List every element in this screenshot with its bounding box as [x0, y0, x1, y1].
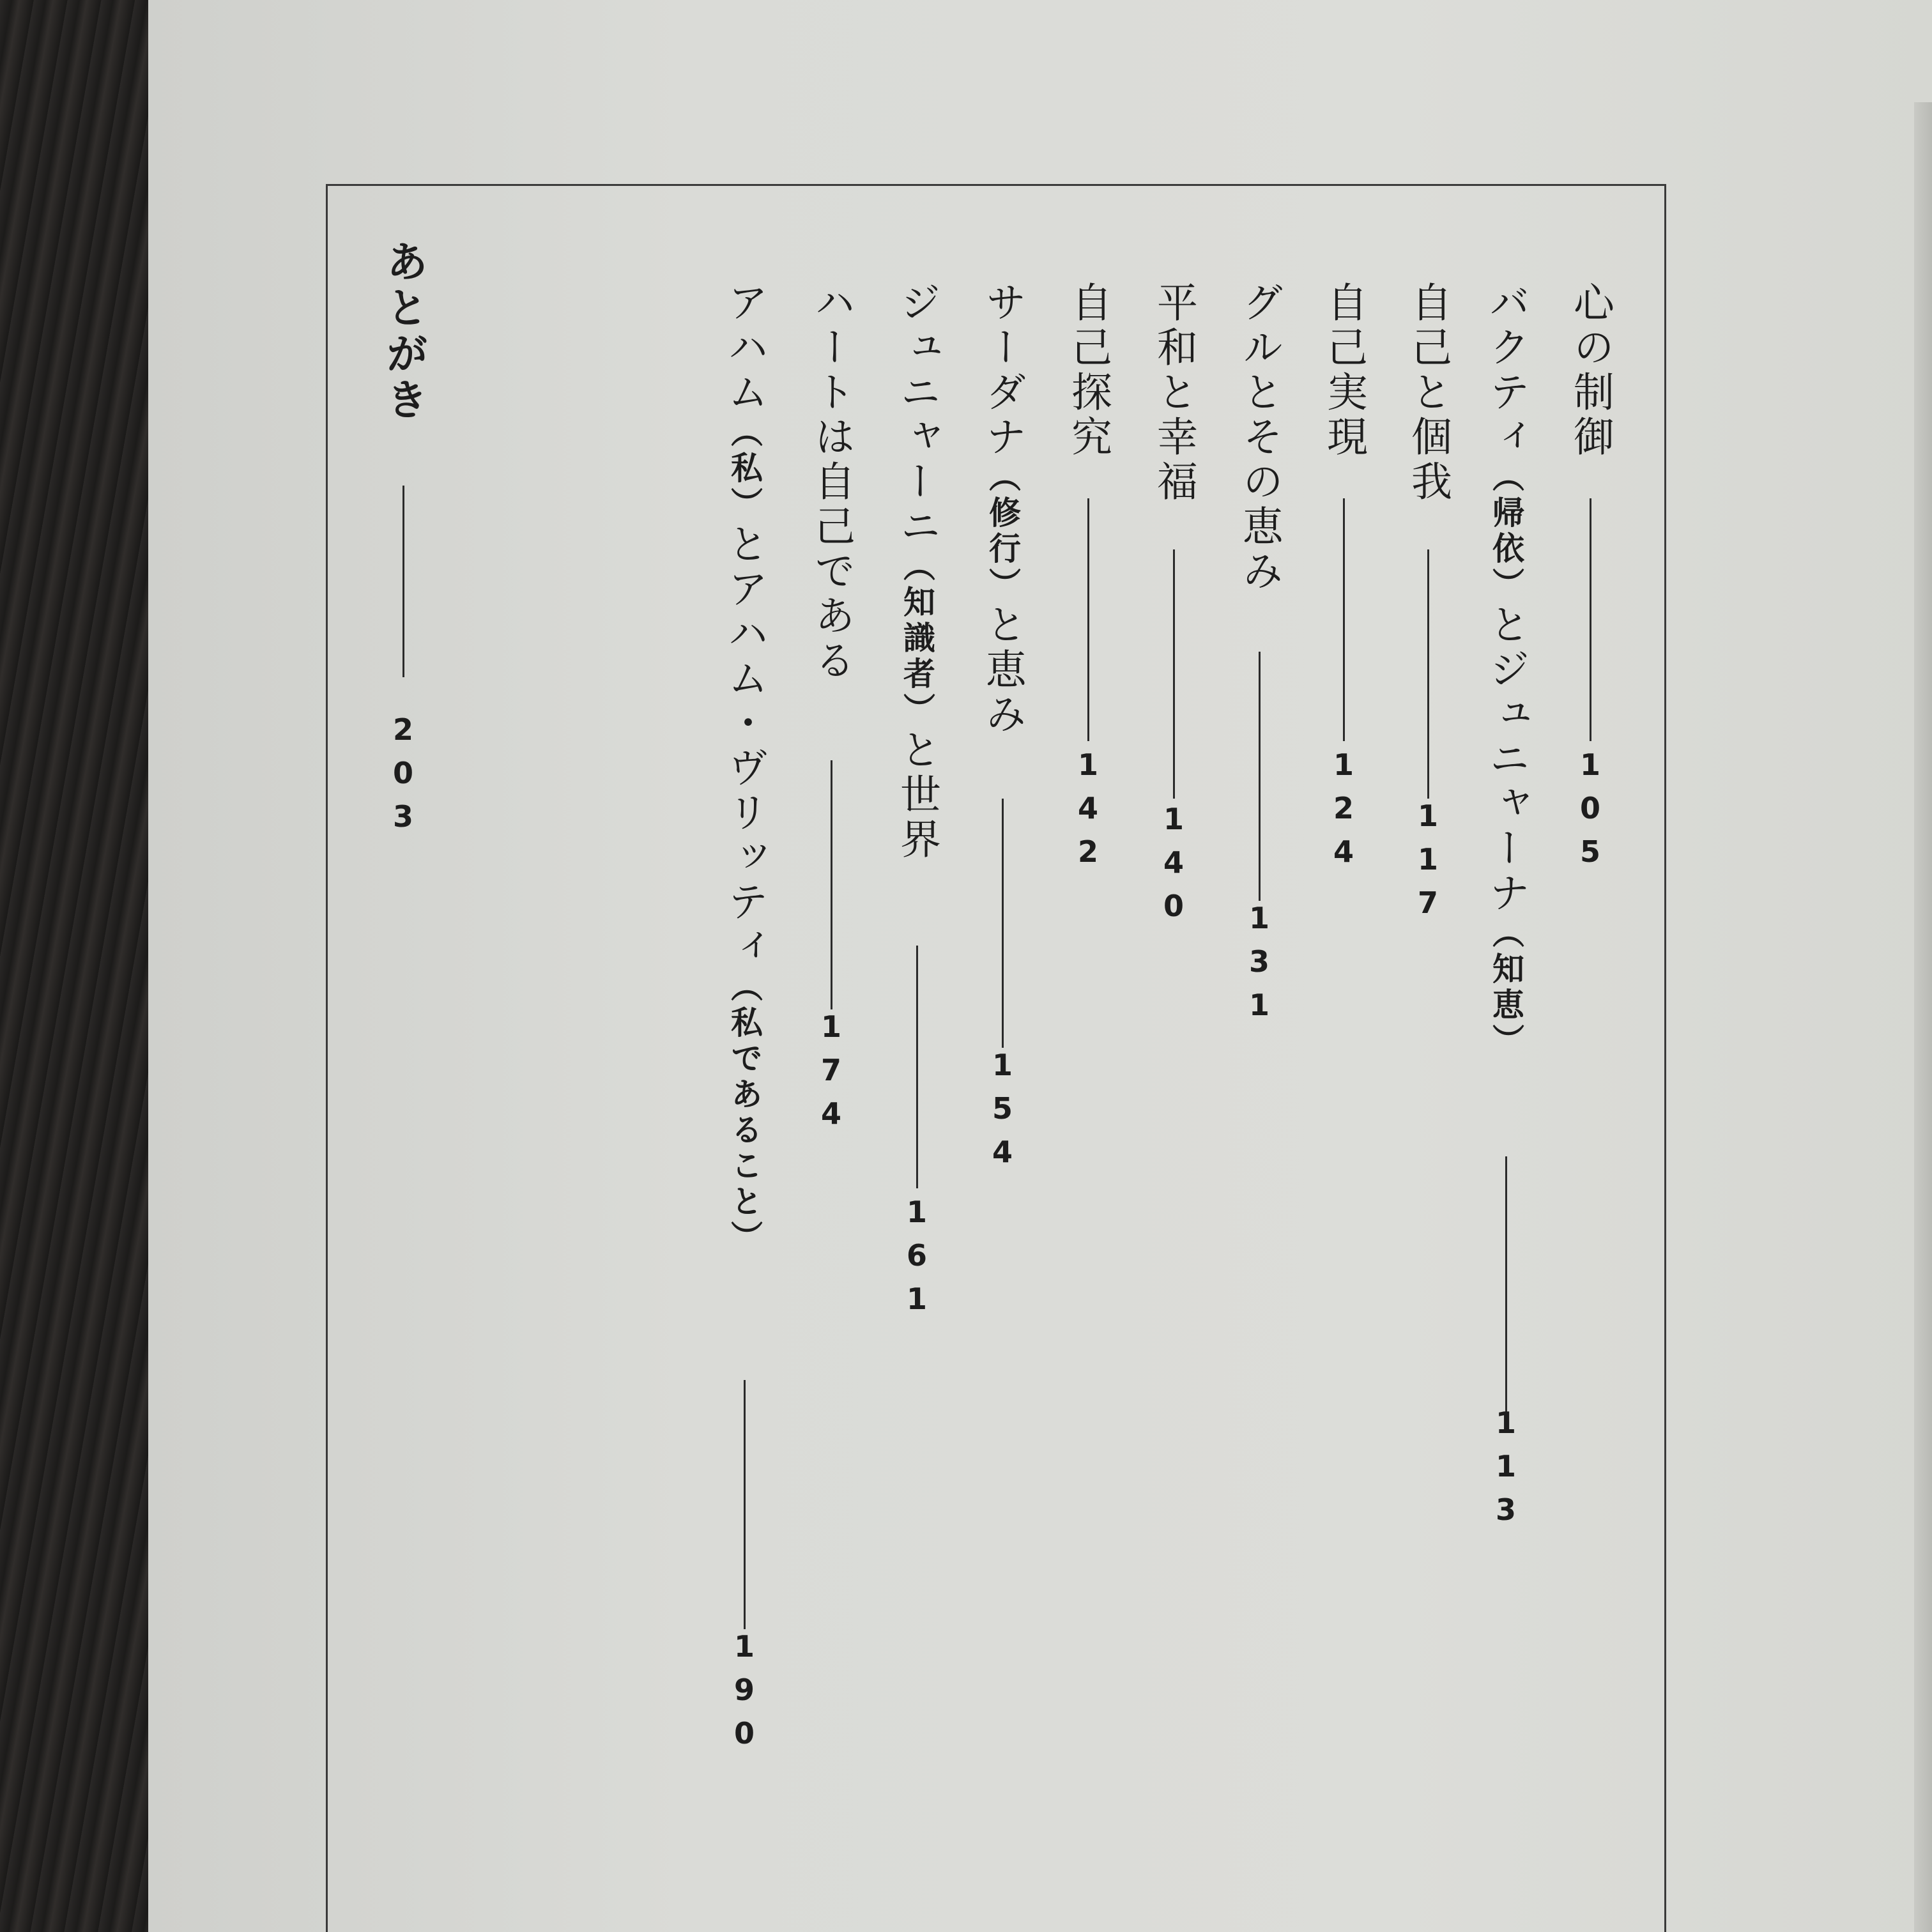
toc-entry [1308, 0, 1379, 1932]
toc-entry [1471, 0, 1541, 1932]
toc-entry-title: あとがき [379, 240, 428, 424]
toc-entry-title: ハートは自己である [808, 281, 855, 684]
toc-entry [368, 0, 438, 1932]
toc-entry-title: 自己と個我 [1404, 281, 1452, 505]
toc-entry [709, 0, 779, 1932]
leader-rule [1002, 799, 1004, 1048]
leader-rule [831, 760, 832, 1009]
toc-entry [1224, 0, 1294, 1932]
toc-entry-page: 140 [1156, 802, 1191, 932]
toc-entry-page: 174 [814, 1009, 848, 1140]
leader-rule [1087, 498, 1089, 741]
leader-rule [402, 486, 404, 677]
toc-entry-title: サーダナ（修行）と恵み [979, 281, 1026, 737]
leader-rule [1427, 549, 1429, 799]
toc-entry [1053, 0, 1123, 1932]
toc-entry-title: 心の制御 [1567, 281, 1614, 460]
toc-entry-page: 142 [1071, 747, 1105, 878]
leader-rule [1590, 498, 1591, 741]
toc-entry [1393, 0, 1463, 1932]
leader-rule [916, 946, 918, 1188]
toc-entry [967, 0, 1038, 1932]
toc-entry-page: 117 [1411, 799, 1445, 929]
toc-entry-title: 平和と幸福 [1150, 281, 1197, 505]
toc-entry-page: 154 [985, 1048, 1020, 1178]
toc-entry-title: 自己探究 [1064, 281, 1112, 460]
page-edge [1914, 102, 1932, 1932]
toc-entry-page: 105 [1573, 747, 1607, 878]
toc-entry [1555, 0, 1625, 1932]
toc-entry-page: 113 [1489, 1406, 1523, 1536]
toc-entry-page: 190 [727, 1629, 762, 1759]
leader-rule [744, 1380, 746, 1629]
toc-entry-page: 124 [1326, 747, 1361, 878]
toc-entry-title: アハム（私）とアハム・ヴリッティ（私であること） [721, 281, 768, 1256]
leader-rule [1505, 1156, 1507, 1412]
toc-entry-title: バクティ（帰依）とジュニャーナ（知恵） [1482, 281, 1529, 1059]
leader-rule [1343, 498, 1345, 741]
toc-entry [1138, 0, 1209, 1932]
toc-entry-page: 203 [386, 712, 420, 843]
toc-entry-title: 自己実現 [1320, 281, 1367, 460]
toc-entry [796, 0, 866, 1932]
toc-entry-title: ジュニャーニ（知識者）と世界 [893, 281, 940, 862]
toc-entry-page: 161 [900, 1195, 934, 1325]
toc-entry-title: グルとその恵み [1236, 281, 1283, 594]
toc-entry [882, 0, 952, 1932]
toc-entry-page: 131 [1242, 901, 1276, 1031]
leader-rule [1259, 652, 1261, 901]
leader-rule [1173, 549, 1175, 799]
